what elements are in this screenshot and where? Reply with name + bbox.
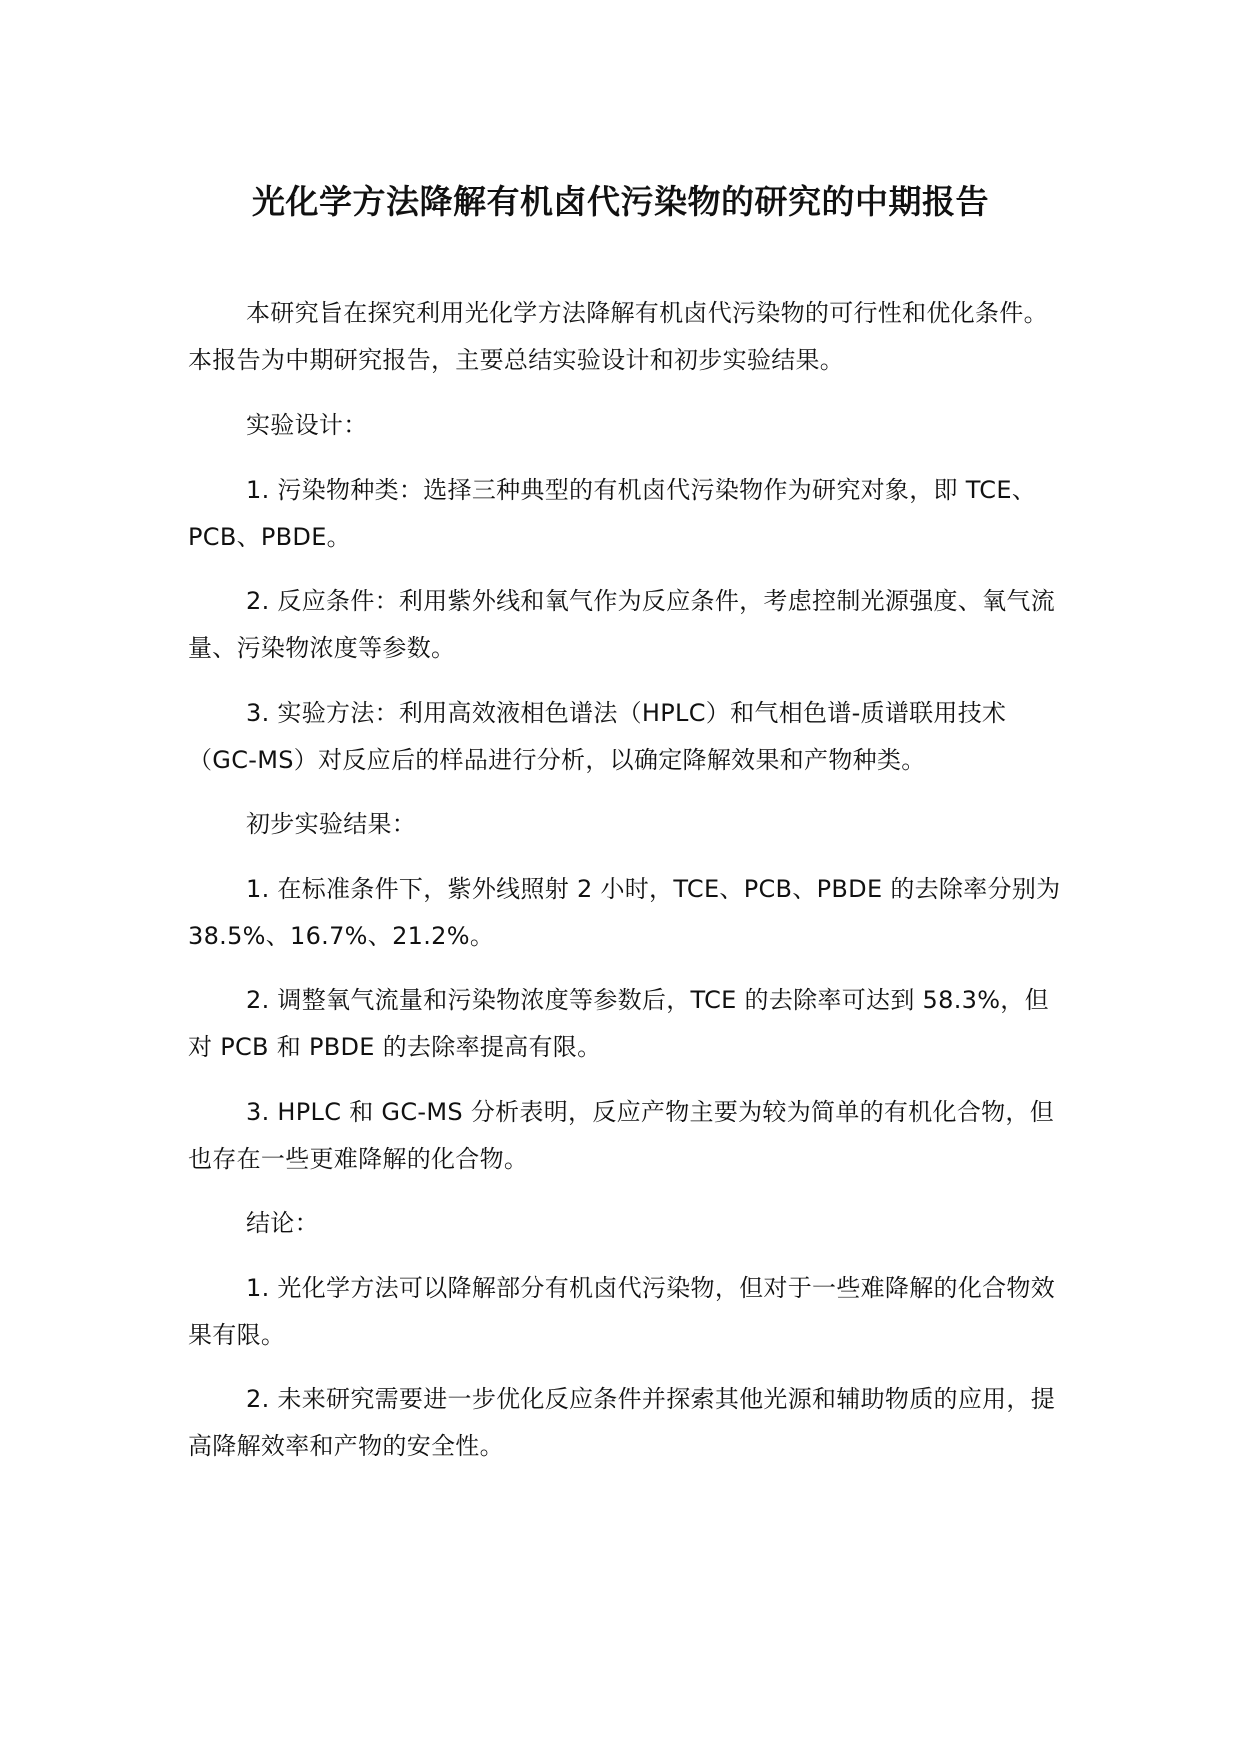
design-item-1: 1. 污染物种类：选择三种典型的有机卤代污染物作为研究对象，即 TCE、PCB、PBDE。 xyxy=(188,476,1037,551)
result-item-1: 1. 在标准条件下，紫外线照射 2 小时，TCE、PCB、PBDE 的去除率分别为 38.5%、16.7%、21.2%。 xyxy=(188,875,1061,950)
section-heading-design: 实验设计： xyxy=(246,411,368,439)
result-item-2: 2. 调整氧气流量和污染物浓度等参数后，TCE 的去除率可达到 58.3%，但对 PCB 和 PBDE 的去除率提高有限。 xyxy=(188,986,1049,1061)
conclusion-item-2: 2. 未来研究需要进一步优化反应条件并探索其他光源和辅助物质的应用，提高降解效率和产物的安全性。 xyxy=(188,1385,1056,1460)
design-item-3: 3. 实验方法：利用高效液相色谱法（HPLC）和气相色谱-质谱联用技术（GC-MS）对反应后的样品进行分析，以确定降解效果和产物种类。 xyxy=(188,699,1007,774)
section-heading-results: 初步实验结果： xyxy=(246,810,417,838)
conclusion-item-1: 1. 光化学方法可以降解部分有机卤代污染物，但对于一些难降解的化合物效果有限。 xyxy=(188,1274,1056,1349)
design-item-2: 2. 反应条件：利用紫外线和氧气作为反应条件，考虑控制光源强度、氧气流量、污染物浓度等参数。 xyxy=(188,587,1056,662)
section-heading-conclusion: 结论： xyxy=(246,1209,319,1237)
document-title: 光化学方法降解有机卤代污染物的研究的中期报告 xyxy=(252,182,989,221)
result-item-3: 3. HPLC 和 GC-MS 分析表明，反应产物主要为较为简单的有机化合物，但也存在一些更难降解的化合物。 xyxy=(188,1098,1055,1173)
intro-paragraph: 本研究旨在探究利用光化学方法降解有机卤代污染物的可行性和优化条件。本报告为中期研究报告，主要总结实验设计和初步实验结果。 xyxy=(188,299,1048,374)
